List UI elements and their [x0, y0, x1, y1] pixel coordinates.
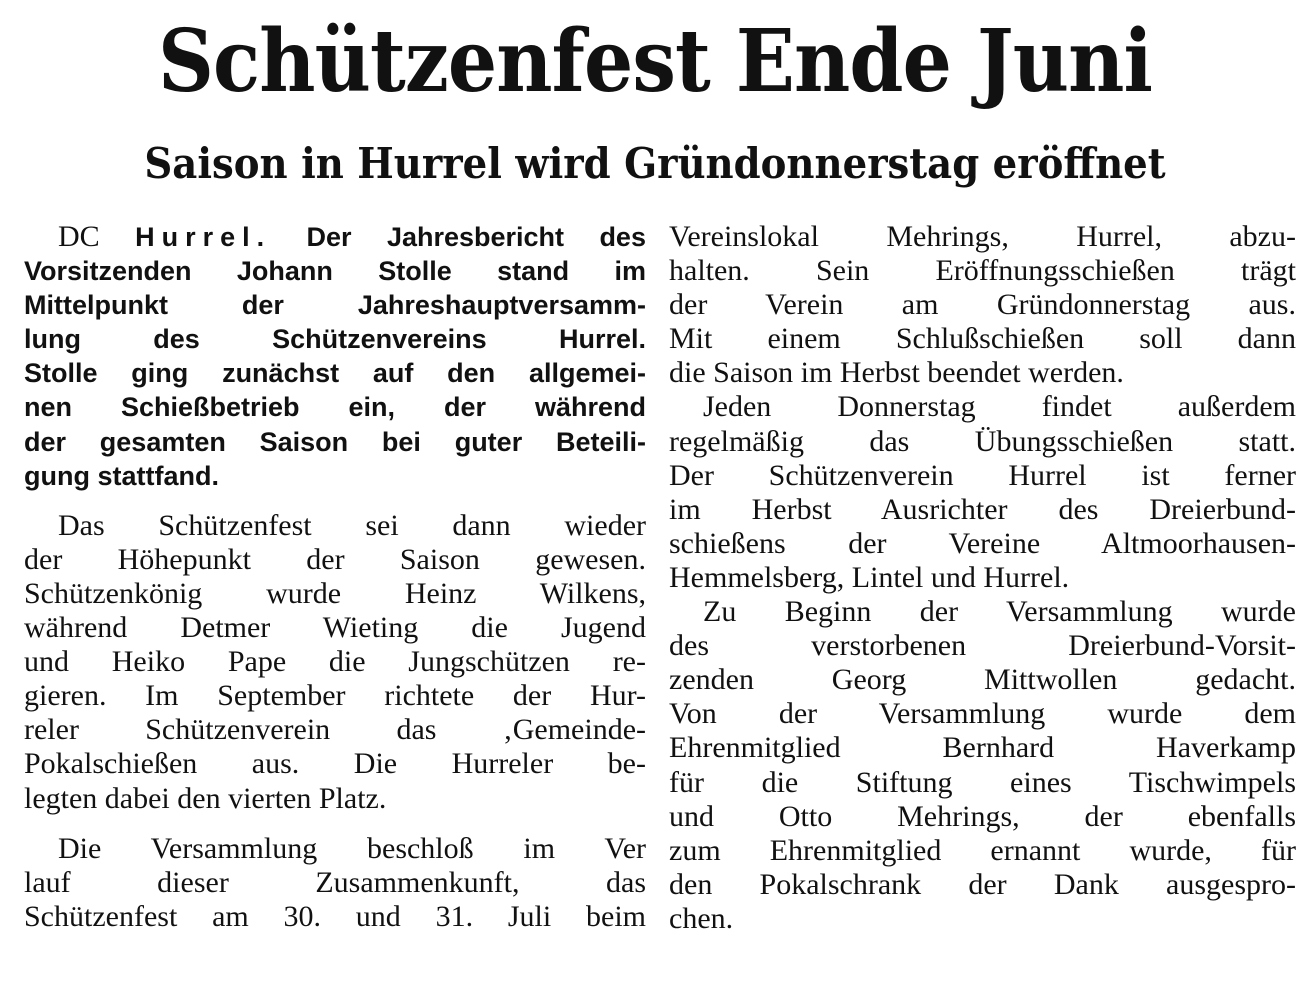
text-line: für die Stiftung eines Tischwimpels	[669, 765, 1296, 799]
paragraph	[669, 220, 1296, 390]
dateline-agency: DC	[58, 220, 100, 253]
text-line: die Saison im Herbst beendet werden.	[669, 356, 1124, 390]
text-line: reler Schützenverein das ‚Gemeinde-	[24, 713, 646, 747]
right-column	[669, 220, 1296, 936]
paragraph	[24, 832, 646, 934]
text-line: der Höhepunkt der Saison gewesen.	[24, 542, 646, 576]
paragraph	[24, 509, 646, 816]
text-line: regelmäßig das Übungsschießen statt.	[669, 424, 1296, 458]
text-line: zum Ehrenmitglied ernannt wurde, für	[669, 833, 1296, 867]
text-line: schießens der Vereine Altmoorhausen-	[669, 526, 1296, 560]
subheadline: Saison in Hurrel wird Gründonnerstag eröffnet	[144, 139, 1166, 188]
text-line: der Verein am Gründonnerstag aus.	[669, 288, 1296, 322]
text-line: nen Schießbetrieb ein, der während	[24, 392, 646, 423]
text-line: und Otto Mehrings, der ebenfalls	[669, 799, 1296, 833]
text-line: Von der Versammlung wurde dem	[669, 697, 1296, 731]
text-line: Schützenkönig wurde Heinz Wilkens,	[24, 576, 646, 610]
text-line: Mit einem Schlußschießen soll dann	[669, 322, 1296, 356]
text-line: und Heiko Pape die Jungschützen re-	[24, 645, 646, 679]
text-line: der gesamten Saison bei guter Beteili-	[24, 426, 646, 457]
text-line: Zu Beginn der Versammlung wurde	[703, 595, 1296, 629]
text-line: zenden Georg Mittwollen gedacht.	[669, 663, 1296, 697]
text-line	[24, 220, 646, 254]
text-line: Das Schützenfest sei dann wieder	[58, 508, 646, 542]
left-column	[24, 220, 646, 934]
text-line: lauf dieser Zusammenkunft, das	[24, 865, 646, 899]
text-line: gieren. Im September richtete der Hur-	[24, 679, 646, 713]
paragraph	[669, 390, 1296, 595]
text-line: Vereinslokal Mehrings, Hurrel, abzu-	[669, 220, 1296, 253]
text-line: Vorsitzenden Johann Stolle stand im	[24, 256, 646, 287]
text-line: gung stattfand.	[24, 460, 219, 491]
text-line: lung des Schützenvereins Hurrel.	[24, 324, 646, 355]
text-line: Die Versammlung beschloß im Ver	[58, 831, 646, 865]
text-line: chen.	[669, 901, 734, 935]
paragraph-gap	[24, 493, 646, 509]
paragraph	[669, 595, 1296, 936]
text-line: Pokalschießen aus. Die Hurreler be-	[24, 747, 646, 781]
text-line: Ehrenmitglied Bernhard Haverkamp	[669, 731, 1296, 765]
text-line: den Pokalschrank der Dank ausgespro-	[669, 867, 1296, 901]
text-line-content: Der Jahresbericht des	[306, 222, 646, 252]
paragraph-gap	[24, 816, 646, 832]
text-line: Der Schützenverein Hurrel ist ferner	[669, 458, 1296, 492]
text-line: Stolle ging zunächst auf den allgemei-	[24, 358, 646, 389]
text-line: im Herbst Ausrichter des Dreierbund-	[669, 492, 1296, 526]
text-line: Hemmelsberg, Lintel und Hurrel.	[669, 560, 1070, 594]
text-line: halten. Sein Eröffnungsschießen trägt	[669, 254, 1296, 288]
dateline-place: Hurrel.	[135, 222, 272, 252]
headline: Schützenfest Ende Juni	[158, 11, 1152, 112]
text-line: legten dabei den vierten Platz.	[24, 781, 387, 815]
text-line: Mittelpunkt der Jahreshauptversamm-	[24, 290, 646, 321]
lead-paragraph	[24, 220, 646, 493]
text-line: des verstorbenen Dreierbund-Vorsit-	[669, 629, 1296, 663]
text-line: während Detmer Wieting die Jugend	[24, 611, 646, 645]
text-line: Jeden Donnerstag findet außerdem	[703, 390, 1296, 424]
text-line: Schützenfest am 30. und 31. Juli beim	[24, 899, 646, 933]
